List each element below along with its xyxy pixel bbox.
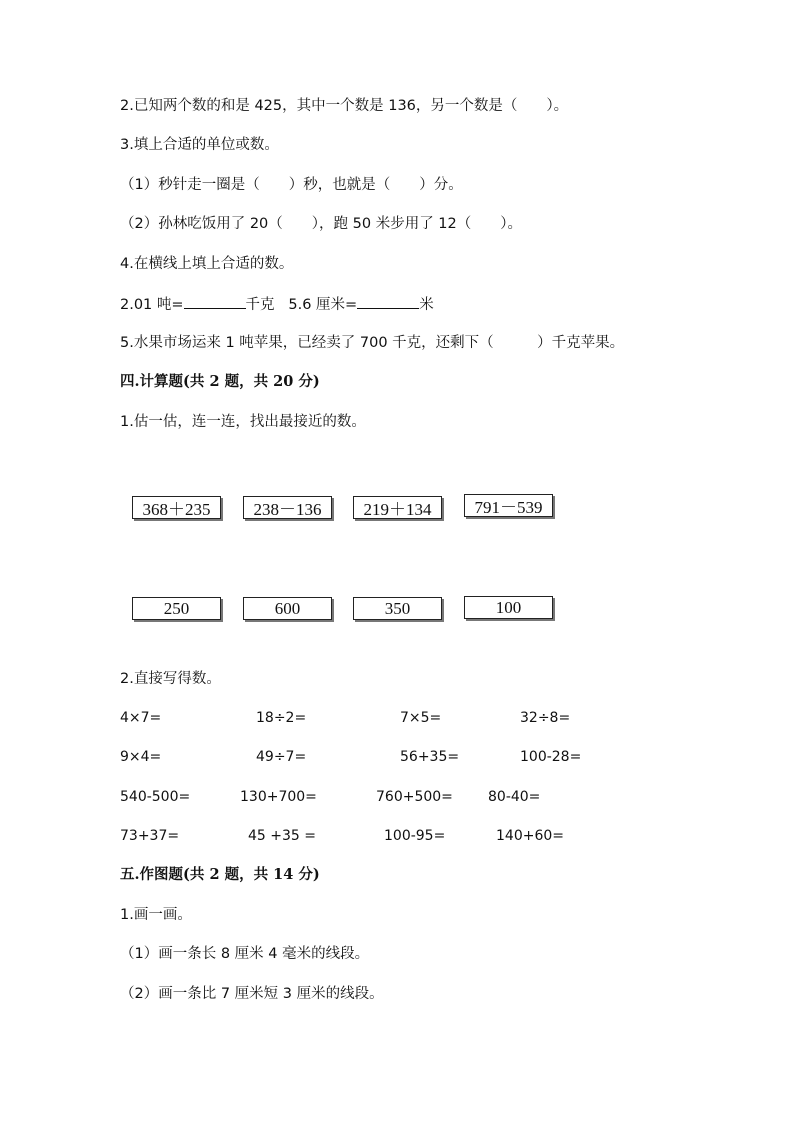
q4-b-suffix: 米 (419, 297, 434, 313)
question-2: 2.已知两个数的和是 425，其中一个数是 136，另一个数是（ ）。 (120, 98, 569, 114)
calc-item: 540-500= (120, 789, 191, 805)
calc-item: 760+500= (376, 789, 453, 805)
estimate-box-bottom-2[interactable]: 600 (243, 597, 332, 620)
estimate-box-bottom-4[interactable]: 100 (464, 596, 553, 619)
q4-b-prefix: 5.6 厘米= (288, 297, 358, 313)
calc-item: 73+37= (120, 828, 180, 844)
section-5-question-1-part-1: （1）画一条长 8 厘米 4 毫米的线段。 (120, 946, 370, 962)
calc-item: 4×7= (120, 710, 162, 726)
question-5: 5.水果市场运来 1 吨苹果，已经卖了 700 千克，还剩下（ ）千克苹果。 (120, 335, 625, 351)
q4-a-suffix: 千克 (245, 297, 275, 313)
section-5-question-1-part-2: （2）画一条比 7 厘米短 3 厘米的线段。 (120, 986, 384, 1002)
q4-a-blank[interactable] (184, 293, 246, 309)
estimate-box-top-3[interactable]: 219＋134 (353, 496, 442, 519)
calc-item: 140+60= (496, 828, 564, 844)
calc-item: 7×5= (400, 710, 442, 726)
estimate-box-bottom-3[interactable]: 350 (353, 597, 442, 620)
calc-item: 18÷2= (256, 710, 307, 726)
question-3: 3.填上合适的单位或数。 (120, 137, 279, 153)
question-4-fill (120, 293, 434, 315)
section-5-title: 五.作图题(共 2 题，共 14 分) (120, 866, 320, 883)
calc-item: 9×4= (120, 749, 162, 765)
calc-item: 45 +35 = (248, 828, 316, 844)
calc-item: 49÷7= (256, 749, 307, 765)
calc-item: 130+700= (240, 789, 317, 805)
calc-item: 56+35= (400, 749, 460, 765)
section-4-question-2: 2.直接写得数。 (120, 671, 221, 687)
estimate-box-bottom-1[interactable]: 250 (132, 597, 221, 620)
calc-item: 32÷8= (520, 710, 571, 726)
section-5-question-1: 1.画一画。 (120, 907, 192, 923)
q4-a-prefix: 2.01 吨= (120, 297, 184, 313)
calc-item: 100-95= (384, 828, 446, 844)
question-3-part-2: （2）孙林吃饭用了 20（ ），跑 50 米步用了 12（ ）。 (120, 216, 523, 232)
estimate-box-top-1[interactable]: 368＋235 (132, 496, 221, 519)
question-4: 4.在横线上填上合适的数。 (120, 256, 294, 272)
estimate-box-top-4[interactable]: 791－539 (464, 494, 553, 517)
estimate-box-top-2[interactable]: 238－136 (243, 496, 332, 519)
calc-item: 100-28= (520, 749, 582, 765)
section-4-question-1: 1.估一估，连一连，找出最接近的数。 (120, 414, 366, 430)
calc-item: 80-40= (488, 789, 541, 805)
question-3-part-1: （1）秒针走一圈是（ ）秒，也就是（ ）分。 (120, 177, 463, 193)
section-4-title: 四.计算题(共 2 题，共 20 分) (120, 373, 320, 390)
q4-b-blank[interactable] (357, 293, 419, 309)
